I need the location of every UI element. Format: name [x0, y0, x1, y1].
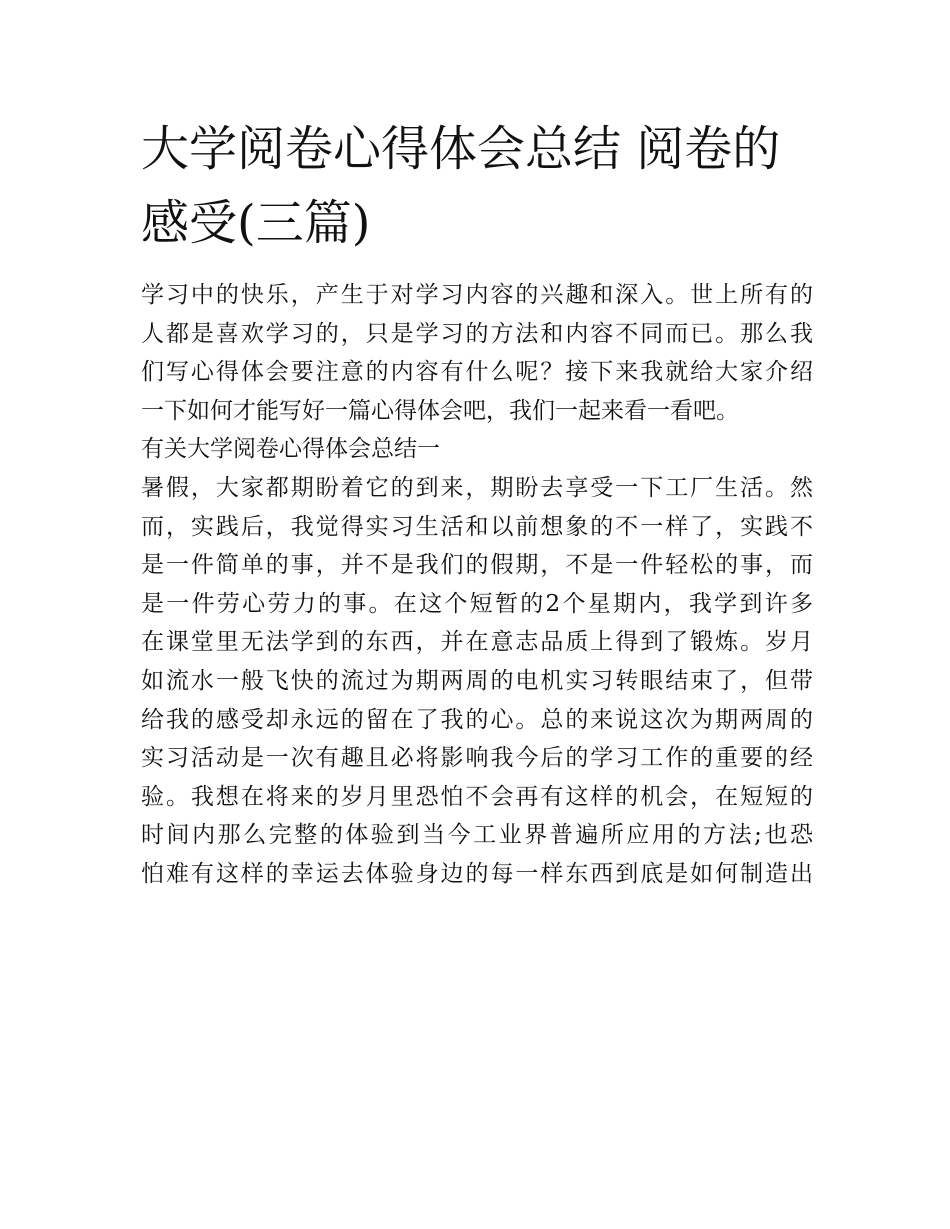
body-line: 在课堂里无法学到的东西，并在意志品质上得到了锻炼。岁月: [141, 629, 813, 656]
intro-line: 人都是喜欢学习的，只是学习的方法和内容不同而已。那么我: [141, 320, 813, 347]
title-line-1: 大学阅卷心得体会总结 阅卷的: [141, 121, 781, 177]
title-line-2: 感受(三篇): [141, 195, 371, 251]
body-line: 验。我想在将来的岁月里恐怕不会再有这样的机会，在短短的: [141, 783, 813, 810]
body-line: 怕难有这样的幸运去体验身边的每一样东西到底是如何制造出: [141, 860, 813, 887]
document-page: [141, 112, 813, 894]
body-line: 而，实践后，我觉得实习生活和以前想象的不一样了，实践不: [141, 513, 813, 540]
intro-line: 一下如何才能写好一篇心得体会吧，我们一起来看一看吧。: [141, 397, 739, 424]
intro-line: 学习中的快乐，产生于对学习内容的兴趣和深入。世上所有的: [141, 282, 813, 308]
body-line: 是一件简单的事，并不是我们的假期，不是一件轻松的事，而: [141, 552, 813, 579]
document-body: [141, 276, 813, 894]
body-line: 实习活动是一次有趣且必将影响我今后的学习工作的重要的经: [141, 745, 813, 772]
body-line: 如流水一般飞快的流过为期两周的电机实习转眼结束了，但带: [141, 667, 813, 694]
body-line: 是一件劳心劳力的事。在这个短暂的2个星期内，我学到许多: [141, 590, 813, 617]
body-line: 时间内那么完整的体验到当今工业界普遍所应用的方法;也恐: [141, 822, 813, 849]
section-heading: 有关大学阅卷心得体会总结一: [141, 436, 440, 463]
intro-line: 们写心得体会要注意的内容有什么呢？接下来我就给大家介绍: [141, 359, 813, 386]
document-title: [141, 112, 813, 260]
body-line: 给我的感受却永远的留在了我的心。总的来说这次为期两周的: [141, 706, 813, 733]
body-line: 暑假，大家都期盼着它的到来，期盼去享受一下工厂生活。然: [141, 474, 813, 501]
